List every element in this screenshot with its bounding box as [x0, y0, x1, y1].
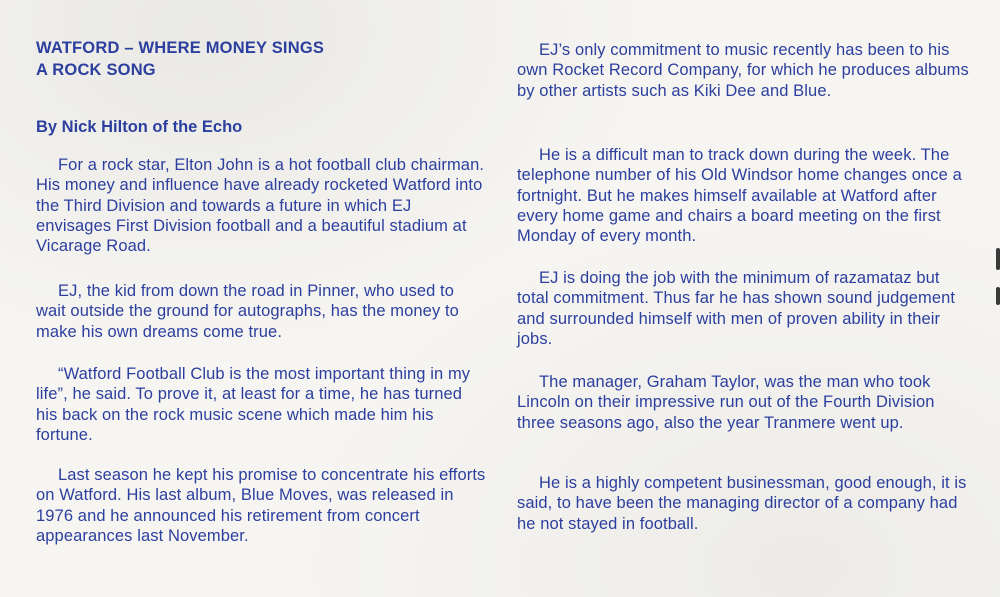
paragraph: The manager, Graham Taylor, was the man who took Lincoln on their impressive run out of the Fourth Division three seasons ago, also the year Tranmere went up. [517, 373, 935, 432]
paragraph: EJ’s only commitment to music recently has been to his own Rocket Record Company, for which he produces albums by other artists such as Kiki Dee and Blue. [517, 41, 969, 100]
page-edge-mark [996, 248, 1000, 270]
paragraph: Last season he kept his promise to concentrate his efforts on Watford. His last album, Blue Moves, was released in 1976 and he announced his retirement from concert appearances last November. [36, 466, 486, 545]
article-byline: By Nick Hilton of the Echo [36, 118, 243, 136]
paragraph: EJ is doing the job with the minimum of razamataz but total commitment. Thus far he has shown sound judgement and surrounded himself with men of proven ability in their jobs. [517, 269, 956, 348]
paragraph: For a rock star, Elton John is a hot football club chairman. His money and influence have already rocketed Watford into the Third Division and towards a future in which EJ envisages First Division football and a beautiful stadium at Vicarage Road. [36, 156, 485, 256]
page-edge-mark [996, 287, 1000, 305]
paragraph: He is a difficult man to track down during the week. The telephone number of his Old Windsor home changes once a fortnight. But he makes himself available at Watford after every home game and chairs a board meeting on the first Monday of every month. [517, 146, 962, 246]
paragraph: “Watford Football Club is the most important thing in my life”, he said. To prove it, at least for a time, he has turned his back on the rock music scene which made him his fortune. [36, 365, 471, 444]
paragraph: He is a highly competent businessman, good enough, it is said, to have been the managing director of a company had he not stayed in football. [517, 474, 967, 533]
article-headline: WATFORD – WHERE MONEY SINGS A ROCK SONG [36, 39, 325, 79]
paragraph: EJ, the kid from down the road in Pinner, who used to wait outside the ground for autographs, has the money to make his own dreams come true. [36, 282, 459, 341]
